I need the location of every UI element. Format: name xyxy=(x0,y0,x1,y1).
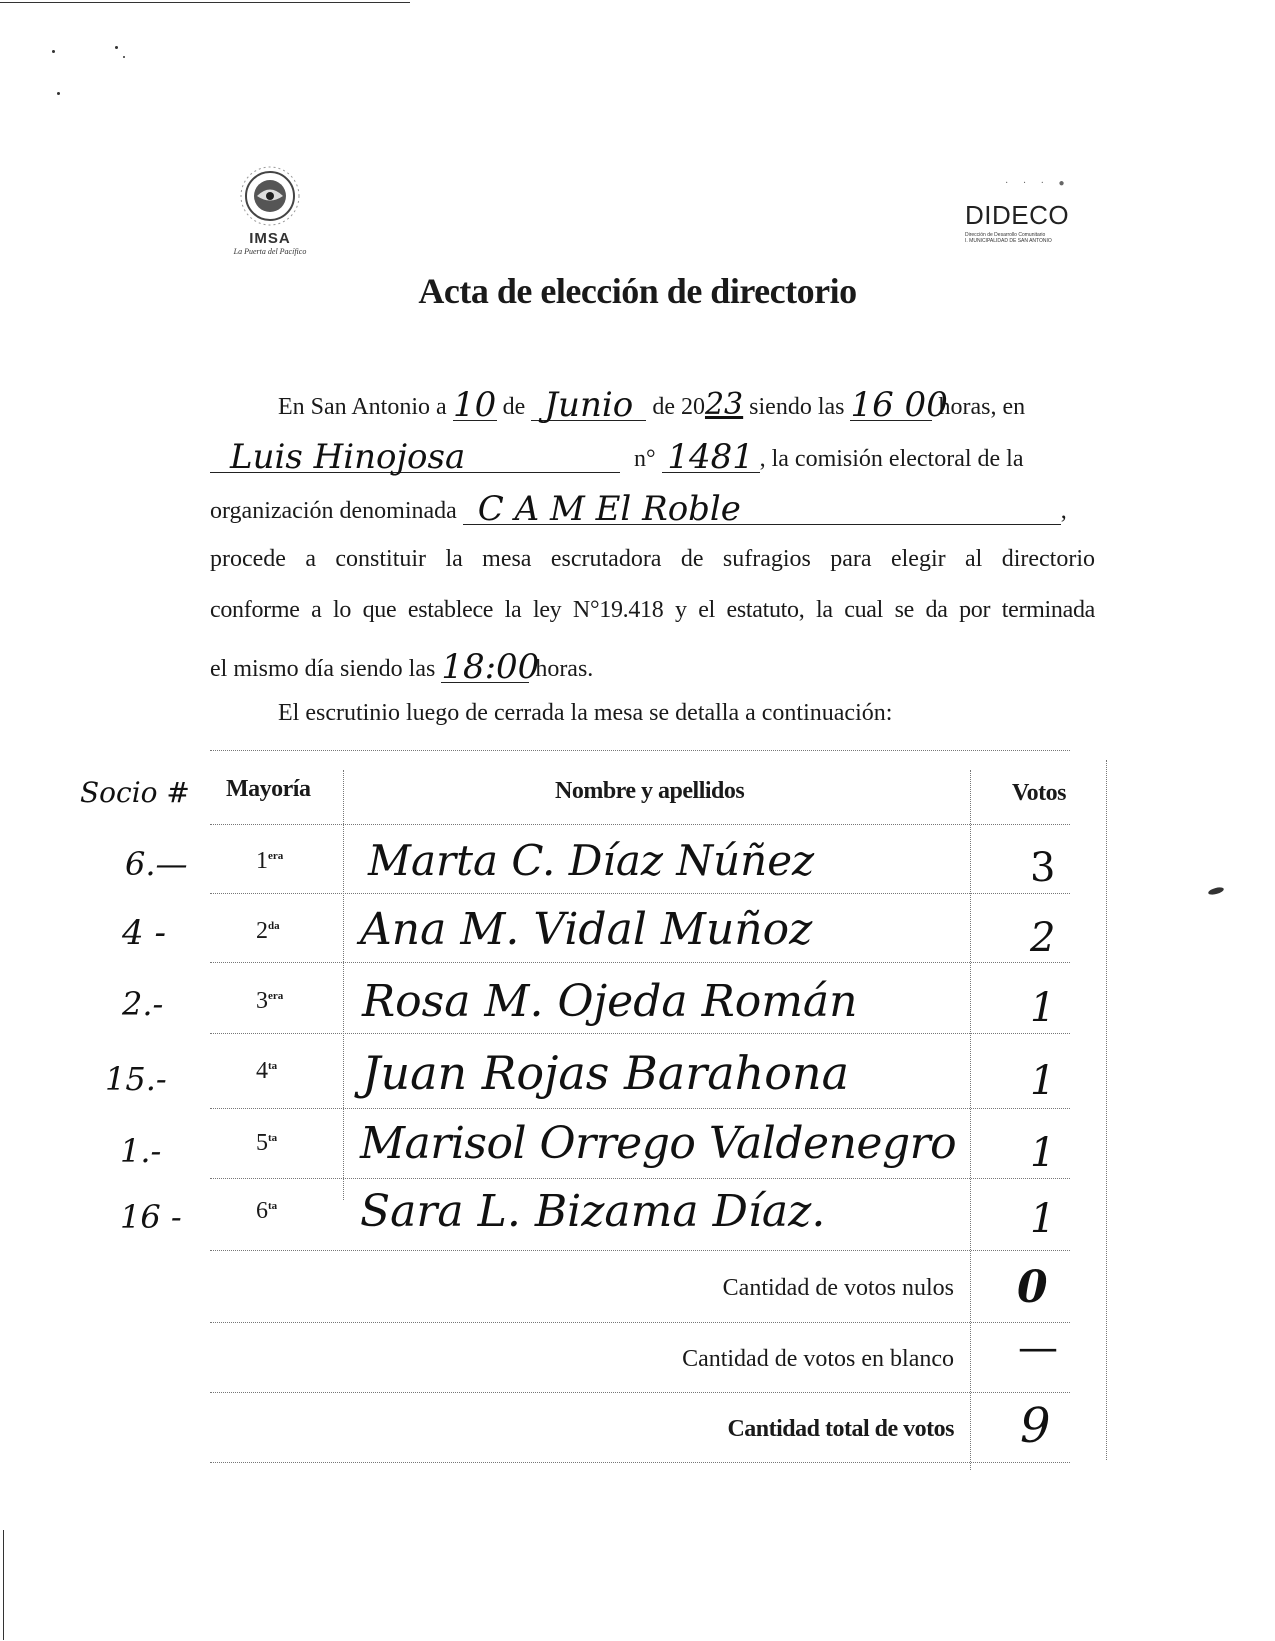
month-value: Junio xyxy=(544,385,634,425)
table-rule xyxy=(210,893,1070,894)
table-rule xyxy=(210,1462,1070,1463)
intro-line-2 xyxy=(210,437,1024,477)
year-value: 23 xyxy=(704,387,744,422)
nombre-header: Nombre y apellidos xyxy=(555,778,745,804)
rank-number: 4 xyxy=(256,1058,268,1084)
rank-cell xyxy=(256,988,283,1015)
number-field xyxy=(662,437,760,477)
hour-end-value: 18:00 xyxy=(441,647,540,687)
dideco-subtitle: Dirección de Desarrollo Comunitario xyxy=(965,232,1046,238)
month-field xyxy=(531,385,646,425)
street-field xyxy=(210,437,620,477)
day-field xyxy=(453,385,497,425)
rank-cell xyxy=(256,1058,277,1085)
name-cell: Marisol Orrego Valdenegro xyxy=(360,1118,957,1169)
rank-suffix: ta xyxy=(268,1060,278,1072)
intro-line-6 xyxy=(210,647,594,687)
hour-start-field xyxy=(850,385,948,425)
number-label: n° xyxy=(634,446,656,472)
rank-number: 5 xyxy=(256,1130,268,1156)
votes-cell: 3 xyxy=(1030,845,1056,891)
table-col-rule xyxy=(1106,760,1107,1460)
intro-line-7: El escrutinio luego de cerrada la mesa se detalla a continuación: xyxy=(278,700,893,726)
intro-text: de xyxy=(502,394,526,420)
rank-number: 6 xyxy=(256,1198,268,1224)
rank-cell xyxy=(256,1198,277,1225)
intro-line-3 xyxy=(210,489,1067,529)
mayoria-header: Mayoría xyxy=(226,776,311,802)
scan-speck xyxy=(57,92,60,95)
intro-line-4: procede a constituir la mesa escrutadora de sufragios para elegir al directorio xyxy=(210,546,1095,572)
name-cell: Rosa M. Ojeda Román xyxy=(362,976,858,1027)
table-rule xyxy=(210,1033,1070,1034)
name-cell: Ana M. Vidal Muñoz xyxy=(360,904,813,955)
intro-text: , la comisión electoral de la xyxy=(759,446,1024,472)
intro-line-1 xyxy=(278,385,1026,425)
rank-cell xyxy=(256,848,283,875)
scan-speck xyxy=(1207,886,1224,896)
day-value: 10 xyxy=(453,385,497,425)
rank-number: 3 xyxy=(256,988,268,1014)
votos-header: Votos xyxy=(1012,780,1066,806)
intro-text: siendo las xyxy=(749,394,845,420)
rank-cell xyxy=(256,1130,277,1157)
table-rule xyxy=(210,824,1070,825)
scan-speck xyxy=(115,46,118,49)
socio-cell: 16 - xyxy=(120,1198,182,1236)
intro-text: el mismo día siendo las xyxy=(210,656,436,682)
org-name-value: C A M El Roble xyxy=(477,489,741,529)
nulos-value: 0 xyxy=(1017,1262,1048,1313)
rank-suffix: ta xyxy=(268,1200,278,1212)
socio-cell: 4 - xyxy=(122,913,166,953)
rank-suffix: ta xyxy=(268,1132,278,1144)
table-col-rule xyxy=(970,770,971,1470)
votes-cell: 1 xyxy=(1030,985,1056,1031)
imsa-logo-icon xyxy=(235,165,305,227)
rank-number: 1 xyxy=(256,848,268,874)
margin-rule xyxy=(3,1530,4,1640)
table-rule xyxy=(210,1250,1070,1251)
top-rule xyxy=(0,2,410,3)
rank-number: 2 xyxy=(256,918,268,944)
total-value: 9 xyxy=(1020,1398,1051,1454)
number-value: 1481 xyxy=(667,437,754,477)
table-rule xyxy=(210,1322,1070,1323)
votes-cell: 1 xyxy=(1030,1196,1056,1242)
scan-speck xyxy=(52,50,55,53)
intro-text: , xyxy=(1060,498,1067,524)
table-rule xyxy=(210,962,1070,963)
table-col-rule xyxy=(343,770,344,1200)
scan-speck xyxy=(123,56,125,58)
blanco-label: Cantidad de votos en blanco xyxy=(682,1346,954,1372)
votes-cell: 1 xyxy=(1030,1130,1056,1176)
org-name-field xyxy=(463,489,1061,529)
org-label: organización denominada xyxy=(210,498,457,524)
rank-suffix: era xyxy=(268,850,284,862)
name-cell: Sara L. Bizama Díaz. xyxy=(360,1186,826,1237)
intro-text: de 20 xyxy=(652,394,705,420)
socio-cell: 1.- xyxy=(120,1132,162,1170)
blanco-value: — xyxy=(1018,1325,1058,1371)
table-rule xyxy=(210,1392,1070,1393)
name-cell: Marta C. Díaz Núñez xyxy=(368,836,815,885)
votes-cell: 1 xyxy=(1030,1058,1056,1104)
intro-text: horas. xyxy=(535,656,594,682)
table-rule xyxy=(210,1108,1070,1109)
page-title: Acta de elección de directorio xyxy=(418,271,857,311)
socio-cell: 6.— xyxy=(125,845,188,883)
intro-line-5: conforme a lo que establece la ley N°19.418 y el estatuto, la cual se da por terminada xyxy=(210,597,1095,623)
nulos-label: Cantidad de votos nulos xyxy=(722,1275,954,1301)
dideco-subtitle: I. MUNICIPALIDAD DE SAN ANTONIO xyxy=(965,238,1052,244)
total-label: Cantidad total de votos xyxy=(727,1416,954,1442)
intro-text: En San Antonio a xyxy=(278,394,447,420)
dideco-dots-icon: · · · ● xyxy=(1005,178,1071,189)
socio-cell: 15.- xyxy=(105,1060,167,1098)
street-value: Luis Hinojosa xyxy=(230,437,466,477)
votes-cell: 2 xyxy=(1030,915,1056,961)
imsa-logo xyxy=(210,165,330,265)
rank-suffix: era xyxy=(268,990,284,1002)
socio-cell: 2.- xyxy=(122,985,164,1023)
dideco-logo-text: DIDECO xyxy=(965,200,1070,230)
dideco-logo xyxy=(965,178,1075,258)
table-rule xyxy=(210,750,1070,751)
socio-header: Socio # xyxy=(80,776,190,809)
intro-text: horas, en xyxy=(938,394,1026,420)
table-rule xyxy=(210,1178,1070,1179)
imsa-logo-tagline: La Puerta del Pacífico xyxy=(233,247,307,256)
rank-cell xyxy=(256,918,280,945)
name-cell: Juan Rojas Barahona xyxy=(362,1046,849,1100)
imsa-logo-text: IMSA xyxy=(249,230,291,247)
hour-start-value: 16 00 xyxy=(850,385,948,425)
hour-end-field xyxy=(441,647,540,687)
rank-suffix: da xyxy=(268,920,280,932)
